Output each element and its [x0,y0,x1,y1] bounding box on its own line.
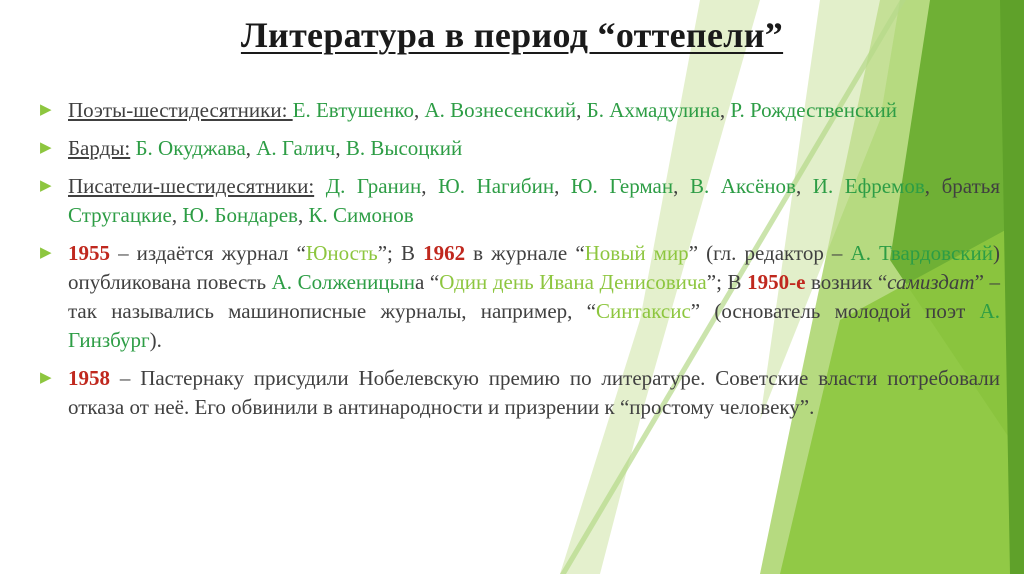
triangle-bullet-icon: ▶ [40,140,52,156]
text-segment-name: Е. Евтушенко [292,98,414,122]
text-segment-name: Р. Рождественский [730,98,897,122]
text-segment-plain: ”; В [377,241,424,265]
bullet-item [40,172,1000,230]
text-segment-plain: , [297,203,309,227]
text-segment-work: Один день Ивана Денисовича [439,270,707,294]
text-segment-plain: , [413,98,425,122]
text-segment-name: Ю. Герман [570,174,674,198]
text-segment-name: А. Солженицын [271,270,415,294]
text-segment-plain: , братья [924,174,1000,198]
text-segment-plain: возник “ [805,270,888,294]
bullet-lead: Поэты-шестидесятники: [68,98,293,122]
bullet-lead: Писатели-шестидесятники: [68,174,315,198]
text-segment-name: И. Ефремов [812,174,925,198]
triangle-bullet-icon: ▶ [40,370,52,386]
text-segment-name: В. Аксёнов [689,174,796,198]
text-segment-year: 1950-е [747,270,806,294]
triangle-bullet-icon: ▶ [40,178,52,194]
text-segment-plain: , [554,174,571,198]
text-segment-year: 1962 [423,241,466,265]
text-segment-year: 1958 [68,366,110,390]
text-segment-plain [314,174,326,198]
text-segment-name: А. Гинзбург [68,299,1000,352]
text-segment-plain: в журнале “ [465,241,585,265]
text-segment-plain: , [673,174,690,198]
text-segment-name: Д. Гранин [325,174,422,198]
text-segment-name: А. Галич [256,136,336,160]
text-segment-plain: , [795,174,813,198]
text-segment-plain: ” (гл. редактор – [688,241,851,265]
text-segment-plain: , [171,203,183,227]
text-segment-plain: , [245,136,257,160]
text-segment-name: Стругацкие [68,203,172,227]
bullet-item [40,364,1000,422]
triangle-bullet-icon: ▶ [40,245,52,261]
text-segment-plain: ” (основатель молодой поэт [690,299,980,323]
text-segment-name: Ю. Бондарев [182,203,298,227]
text-segment-name: К. Симонов [308,203,414,227]
slide-title: Литература в период “оттепели” [240,15,784,55]
text-segment-plain: – издаётся журнал “ [110,241,306,265]
text-segment-name: А. Твардовский [850,241,993,265]
text-segment-work: Юность [305,241,378,265]
text-segment-plain: – Пастернаку присудили Нобелевскую премию по литературе. Советские власти потребовали отказа от неё. Его обвинили в антинародности и призрении к “простому человеку”. [68,366,1000,419]
text-segment-plain: , [421,174,439,198]
text-segment-plain: ). [149,328,162,352]
text-segment-plain: ”; В [706,270,748,294]
text-segment-name: В. Высоцкий [345,136,463,160]
text-segment-name: Ю. Нагибин [438,174,555,198]
text-segment-plain: ) опубликована повесть [68,241,1000,294]
bullet-item [40,134,1000,163]
text-segment-plain: , [335,136,346,160]
text-segment-name: Б. Окуджава [135,136,246,160]
text-segment-plain: а “ [414,270,440,294]
text-segment-em: самиздат [887,270,975,294]
text-segment-name: А. Вознесенский [424,98,577,122]
bullet-lead: Барды: [68,136,131,160]
text-segment-plain: , [719,98,731,122]
bullet-item [40,96,1000,125]
text-segment-work: Новый мир [584,241,689,265]
text-segment-plain: ” – так назывались машинописные журналы, например, “ [68,270,1000,323]
bullet-list [40,96,1000,431]
text-segment-plain: , [576,98,587,122]
text-segment-work: Синтаксис [595,299,691,323]
text-segment-year: 1955 [68,241,110,265]
text-segment-name: Б. Ахмадулина [586,98,720,122]
bullet-item [40,239,1000,355]
triangle-bullet-icon: ▶ [40,102,52,118]
